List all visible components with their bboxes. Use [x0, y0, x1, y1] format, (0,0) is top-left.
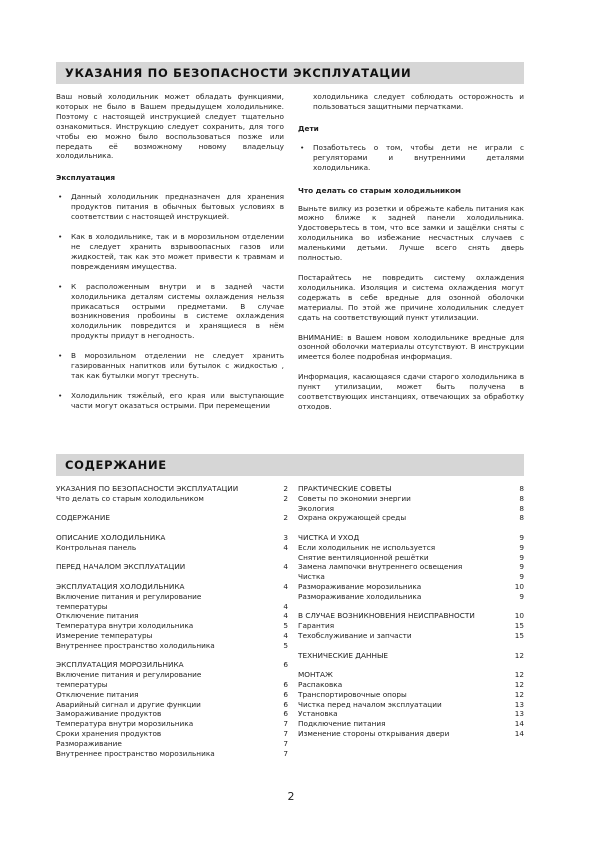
- contents-entry: [298, 543, 524, 553]
- operation-list-item: • Как в холодильнике, так и в морозильном отделении не следует хранить взрывоопасных газов или жидкостей, так как это может привести к травмам и повреждениям имущества.: [56, 232, 284, 272]
- old-fridge-paragraphs: [298, 204, 524, 412]
- contents-entry: [56, 670, 288, 680]
- contents-entry-title: температуры: [56, 679, 108, 689]
- contents-entry: [298, 592, 524, 602]
- contents-spacer: [56, 651, 288, 661]
- contents-entry-title: температуры: [56, 601, 108, 611]
- old-fridge-paragraph: Постарайтесь не повредить систему охлаждения холодильника. Изоляция и система охлаждения могут содержать в себе вредные для озонной оболочки материалы. По этой же причине холодильник следует сдать на соответствующий пункт утилизации.: [298, 272, 524, 322]
- contents-entry-page: 7: [283, 728, 288, 738]
- contents-entry-page: 4: [283, 601, 288, 611]
- old-fridge-paragraph: Выньте вилку из розетки и обрежьте кабель питания как можно ближе к задней панели холодильника. Удостоверьтесь в том, что все замки и защёлки сняты с холодильника во избежание несчастных случаев с маленькими детьми. Лучше всего снять дверь полностью.: [298, 203, 524, 263]
- contents-entry: [56, 513, 288, 523]
- contents-entry-title: Контрольная панель: [56, 542, 137, 552]
- old-fridge-heading: Что делать со старым холодильником: [298, 185, 461, 195]
- contents-entry-title: В СЛУЧАЕ ВОЗНИКНОВЕНИЯ НЕИСПРАВНОСТИ: [298, 611, 475, 621]
- contents-entry: [298, 631, 524, 641]
- contents-entry-title: Сроки хранения продуктов: [56, 728, 162, 738]
- old-fridge-paragraph: ВНИМАНИЕ: в Вашем новом холодильнике вредные для озонной оболочки материалы отсутствуют. В инструкции имеется более подробная информация.: [298, 332, 524, 362]
- contents-spacer: [56, 572, 288, 582]
- contents-entry: [298, 553, 524, 563]
- safety-right-column: [298, 92, 524, 412]
- contents-entry-title: Внутреннее пространство морозильника: [56, 748, 215, 758]
- contents-entry-title: Техобслуживание и запчасти: [298, 630, 412, 640]
- contents-spacer: [56, 523, 288, 533]
- contents-entry-page: 4: [283, 562, 288, 572]
- contents-entry: [56, 562, 288, 572]
- contents-entry-page: 12: [514, 670, 524, 680]
- children-list-item: • Позаботьтесь о том, чтобы дети не играли с регуляторами и внутренними деталями холодильника.: [298, 143, 524, 173]
- contents-entry-title: Гарантия: [298, 621, 335, 631]
- contents-entry-page: 12: [514, 650, 524, 660]
- contents-entry-page: 13: [514, 699, 524, 709]
- contents-entry-title: Транспортировочные опоры: [298, 689, 407, 699]
- contents-entry-title: СОДЕРЖАНИЕ: [56, 513, 110, 523]
- operation-list-item: • К расположенным внутри и в задней части холодильника деталям системы охлаждения нельзя прикасаться острыми предметами. В случае возникновения пробоины в системе охлаждения холодильник повредится и хранящиеся в нём продукты придут в негодность.: [56, 282, 284, 341]
- contents-entry: [56, 621, 288, 631]
- contents-entry-title: Охрана окружающей среды: [298, 513, 407, 523]
- contents-entry-page: 8: [519, 503, 524, 513]
- contents-entry-page: 2: [283, 493, 288, 503]
- contents-entry-page: 9: [519, 591, 524, 601]
- contents-entry: [56, 543, 288, 553]
- contents-entry-page: 2: [283, 484, 288, 493]
- contents-entry-page: 8: [519, 513, 524, 523]
- contents-entry: [298, 670, 524, 680]
- contents-entry: [56, 611, 288, 621]
- contents-entry: [56, 641, 288, 651]
- contents-entry-page: 4: [283, 630, 288, 640]
- contents-entry-title: ЭКСПЛУАТАЦИЯ МОРОЗИЛЬНИКА: [56, 660, 184, 670]
- contents-spacer: [298, 660, 524, 670]
- contents-entry-page: 12: [514, 689, 524, 699]
- contents-entry-page: 14: [514, 728, 524, 738]
- contents-entry: [56, 749, 288, 759]
- contents-entry-title: ЧИСТКА И УХОД: [298, 532, 360, 542]
- contents-entry-page: 10: [514, 581, 524, 591]
- contents-entry: [298, 572, 524, 582]
- contents-entry-page: 4: [283, 542, 288, 552]
- contents-entry-title: Температура внутри морозильника: [56, 719, 194, 729]
- contents-entry: [56, 719, 288, 729]
- contents-entry: [298, 504, 524, 514]
- contents-entry-page: 9: [519, 552, 524, 562]
- contents-entry: [56, 631, 288, 641]
- contents-entry-title: ПРАКТИЧЕСКИЕ СОВЕТЫ: [298, 484, 392, 493]
- contents-entry-page: 6: [283, 709, 288, 719]
- contents-entry-page: 6: [283, 679, 288, 689]
- contents-entry-title: Отключение питания: [56, 611, 139, 621]
- contents-entry: [298, 690, 524, 700]
- safety-section-title: УКАЗАНИЯ ПО БЕЗОПАСНОСТИ ЭКСПЛУАТАЦИИ: [56, 62, 524, 84]
- contents-entry-page: 9: [519, 572, 524, 582]
- contents-entry-title: УКАЗАНИЯ ПО БЕЗОПАСНОСТИ ЭКСПЛУАТАЦИИ: [56, 484, 239, 493]
- contents-entry-page: 14: [514, 719, 524, 729]
- contents-entry-title: Температура внутри холодильника: [56, 621, 194, 631]
- operation-list: [56, 192, 284, 410]
- contents-entry-page: 9: [519, 532, 524, 542]
- contents-spacer: [56, 504, 288, 514]
- contents-left-column: [56, 484, 288, 758]
- contents-entry: [298, 719, 524, 729]
- contents-entry: [298, 582, 524, 592]
- contents-entry-title: Чистка: [298, 572, 325, 582]
- contents-entry-title: МОНТАЖ: [298, 670, 333, 680]
- contents-entry: [56, 494, 288, 504]
- contents-spacer: [298, 602, 524, 612]
- contents-entry: [298, 680, 524, 690]
- contents-entry-page: 9: [519, 562, 524, 572]
- contents-entry-title: ЭКСПЛУАТАЦИЯ ХОЛОДИЛЬНИКА: [56, 581, 185, 591]
- contents-entry: [56, 709, 288, 719]
- contents-spacer: [298, 523, 524, 533]
- contents-entry: [298, 562, 524, 572]
- contents-entry-page: 7: [283, 748, 288, 758]
- contents-entry-title: ОПИСАНИЕ ХОЛОДИЛЬНИКА: [56, 532, 166, 542]
- contents-entry: [298, 513, 524, 523]
- contents-section-title: СОДЕРЖАНИЕ: [56, 454, 524, 476]
- contents-entry-title: Установка: [298, 709, 338, 719]
- contents-entry-title: Снятие вентиляционной решётки: [298, 552, 429, 562]
- contents-spacer: [56, 553, 288, 563]
- operation-continuation: холодильника следует соблюдать осторожность и пользоваться защитными перчатками.: [313, 92, 524, 111]
- safety-intro: Ваш новый холодильник может обладать функциями, которых не было в Вашем предыдущем холодильнике. Поэтому с настоящей инструкцией следует тщательно ознакомиться. Инструкцию следует сохранить, для того чтобы ею можно было воспользоваться позже или передать её возможному новому владельцу холодильника.: [56, 92, 284, 161]
- contents-entry: [56, 484, 288, 494]
- contents-entry-page: 5: [283, 640, 288, 650]
- contents-entry-page: 12: [514, 679, 524, 689]
- contents-entry-page: 5: [283, 621, 288, 631]
- contents-entry-page: 6: [283, 699, 288, 709]
- contents-entry-page: 2: [283, 513, 288, 523]
- contents-entry-title: Замораживание продуктов: [56, 709, 162, 719]
- contents-entry-page: 8: [519, 484, 524, 493]
- contents-entry: [298, 729, 524, 739]
- contents-entry-page: 6: [283, 660, 288, 670]
- contents-entry-title: ТЕХНИЧЕСКИЕ ДАННЫЕ: [298, 650, 389, 660]
- contents-entry-title: Включение питания и регулирование: [56, 670, 202, 680]
- contents-entry-title: Внутреннее пространство холодильника: [56, 640, 215, 650]
- operation-heading: Эксплуатация: [56, 173, 116, 183]
- page-number: 2: [287, 790, 295, 803]
- contents-entry: [56, 690, 288, 700]
- contents-entry-page: 4: [283, 611, 288, 621]
- contents-entry: [56, 582, 288, 592]
- contents-entry-title: Размораживание морозильника: [298, 581, 422, 591]
- children-list: [298, 143, 524, 173]
- contents-entry-title: Что делать со старым холодильником: [56, 493, 204, 503]
- contents-entry: [56, 700, 288, 710]
- contents-entry-page: 15: [514, 630, 524, 640]
- contents-entry-title: Советы по экономии энергии: [298, 493, 411, 503]
- operation-list-item: • В морозильном отделении не следует хранить газированных напитков или бутылок с жидкостью , так как бутылки могут треснуть.: [56, 351, 284, 381]
- contents-entry-title: Чистка перед началом эксплуатации: [298, 699, 442, 709]
- contents-entry-page: 4: [283, 581, 288, 591]
- contents-entry: [298, 700, 524, 710]
- contents-entry-title: Если холодильник не используется: [298, 542, 436, 552]
- contents-entry-page: 7: [283, 738, 288, 748]
- contents-entry-title: ПЕРЕД НАЧАЛОМ ЭКСПЛУАТАЦИИ: [56, 562, 186, 572]
- contents-entry-page: 15: [514, 621, 524, 631]
- safety-left-column: [56, 92, 284, 411]
- contents-entry: [298, 533, 524, 543]
- contents-entry-page: 7: [283, 719, 288, 729]
- contents-entry-title: Измерение температуры: [56, 630, 153, 640]
- contents-entry: [56, 533, 288, 543]
- operation-list-item: • Данный холодильник предназначен для хранения продуктов питания в обычных бытовых условиях в соответствии с настоящей инструкцией.: [56, 192, 284, 222]
- contents-entry: [298, 651, 524, 661]
- contents-entry-title: Распаковка: [298, 679, 343, 689]
- contents-entry-title: Аварийный сигнал и другие функции: [56, 699, 201, 709]
- contents-entry: [298, 611, 524, 621]
- old-fridge-paragraph: Информация, касающаяся сдачи старого холодильника в пункт утилизации, может быть получена в соответствующих инстанциях, отвечающих за обработку отходов.: [298, 372, 524, 411]
- contents-entry: [56, 739, 288, 749]
- operation-list-item: • Холодильник тяжёлый, его края или выступающие части могут оказаться острыми. При перемещении: [56, 391, 284, 411]
- contents-spacer: [298, 641, 524, 651]
- children-heading: Дети: [298, 123, 319, 133]
- contents-entry: [56, 729, 288, 739]
- contents-entry: [298, 621, 524, 631]
- contents-entry: [56, 680, 288, 690]
- contents-entry-page: 8: [519, 493, 524, 503]
- contents-entry-title: Размораживание: [56, 738, 122, 748]
- contents-entry-page: 10: [514, 611, 524, 621]
- contents-entry-title: Замена лампочки внутреннего освещения: [298, 562, 463, 572]
- contents-entry-title: Экология: [298, 503, 335, 513]
- contents-entry-page: 13: [514, 709, 524, 719]
- contents-entry-page: 6: [283, 689, 288, 699]
- contents-entry-title: Отключение питания: [56, 689, 139, 699]
- contents-entry: [56, 592, 288, 602]
- contents-entry: [298, 709, 524, 719]
- contents-entry-title: Подключение питания: [298, 719, 386, 729]
- contents-entry-page: 9: [519, 542, 524, 552]
- contents-entry-page: 3: [283, 532, 288, 542]
- contents-entry: [56, 602, 288, 612]
- contents-entry: [56, 660, 288, 670]
- contents-entry-title: Включение питания и регулирование: [56, 591, 202, 601]
- contents-right-column: [298, 484, 524, 739]
- contents-entry: [298, 494, 524, 504]
- contents-entry-title: Изменение стороны открывания двери: [298, 728, 450, 738]
- contents-entry: [298, 484, 524, 494]
- contents-entry-title: Размораживание холодильника: [298, 591, 422, 601]
